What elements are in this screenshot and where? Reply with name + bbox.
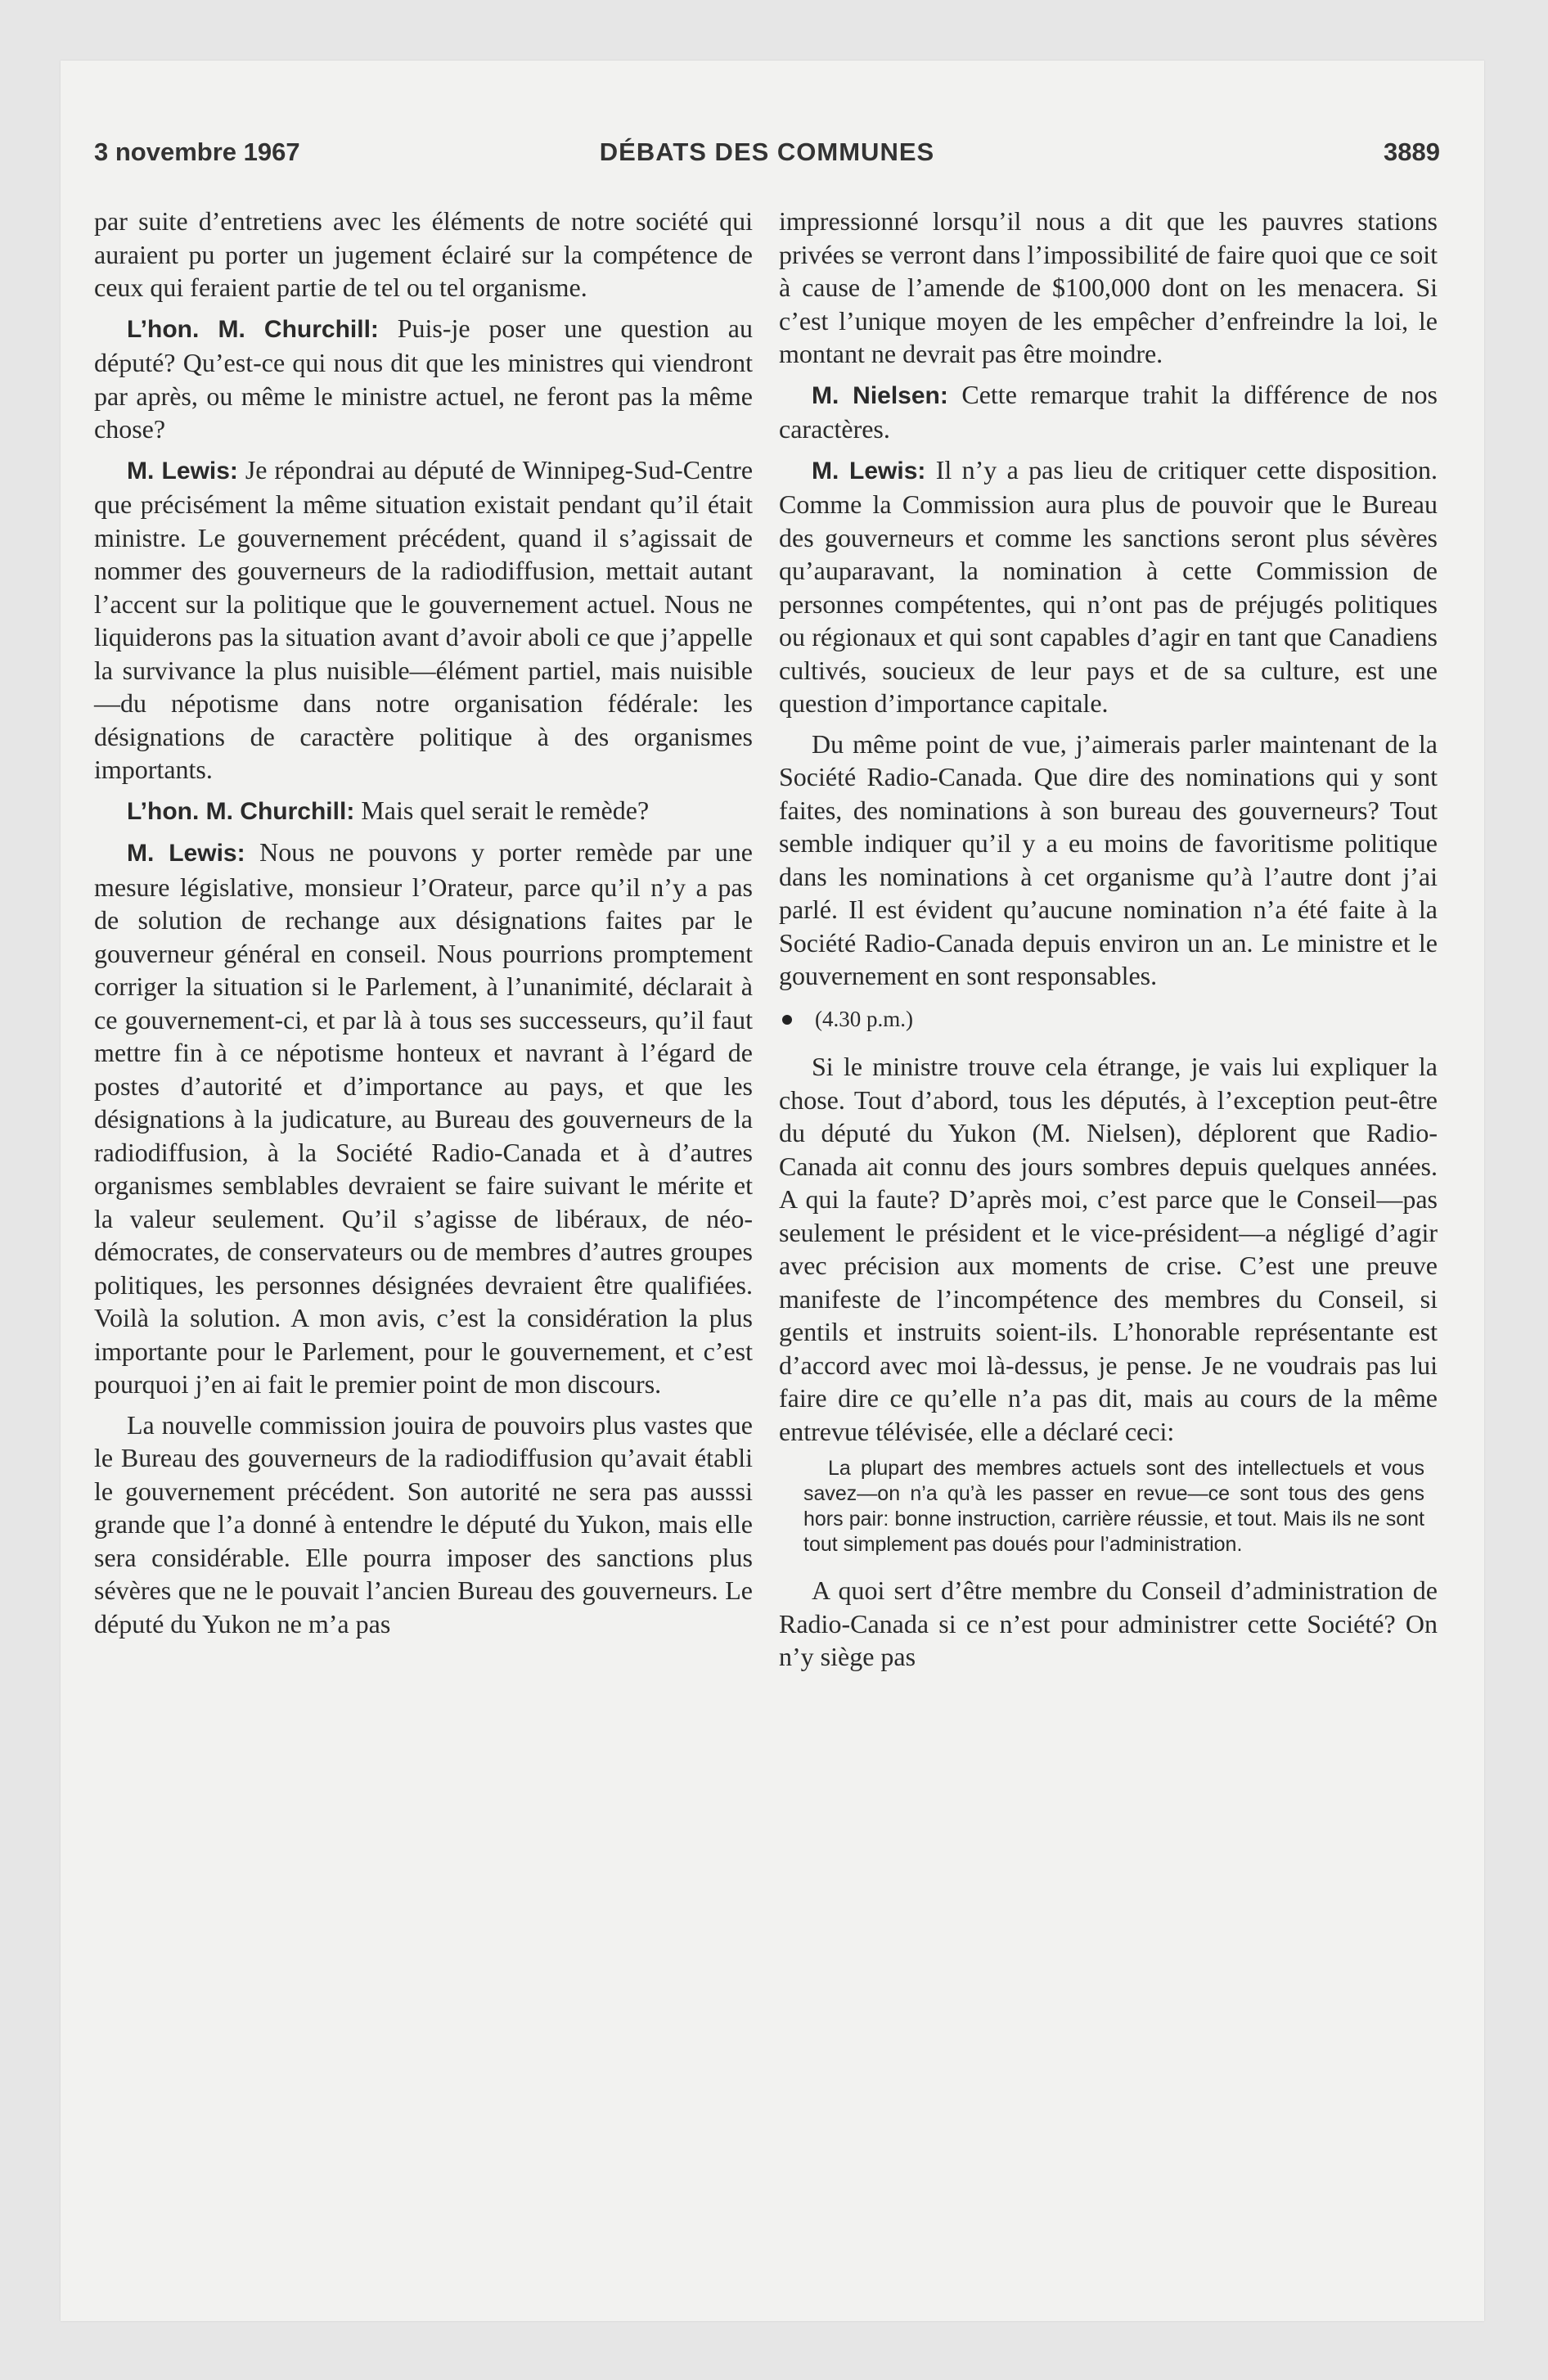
header-date: 3 novembre 1967 (94, 137, 300, 166)
speaker-name: M. Lewis: (812, 457, 926, 485)
paragraph (94, 794, 753, 829)
speaker-name: M. Lewis: (127, 840, 245, 867)
paragraph: Du même point de vue, j’aimerais parler maintenant de la Société Radio-Canada. Que dire des nominations qui y sont faites, des nominations à son bureau des gouverneurs? Tout semble indiquer qu’il y a eu moins de favoritisme politique dans les nominations à cet organisme qu’à l’autre dont j’ai parlé. Il est évident qu’aucune nomination n’a été faite à la Société Radio-Canada depuis environ un an. Le ministre et le gouvernement en sont responsables. (779, 728, 1438, 990)
paragraph (779, 378, 1438, 446)
paragraph: par suite d’entretiens avec les éléments de notre société qui auraient pu porter un jugement éclairé sur la compétence de ceux qui feraient partie de tel ou tel organisme. (94, 206, 753, 302)
speaker-name: M. Nielsen: (812, 381, 948, 409)
page-header (94, 137, 1440, 178)
right-column (779, 205, 1438, 1681)
paragraph: Si le ministre trouve cela étrange, je vais lui expliquer la chose. Tout d’abord, tous les députés, à l’exception peut-être du député du Yukon (M. Nielsen), déplorent que Radio-Canada ait connu des jours sombres depuis quelques années. A qui la faute? D’après moi, c’est parce que le Conseil—pas seulement le président et le vice-président—a négligé d’agir avec précision aux moments de crise. C’est une preuve manifeste de l’incompétence des membres du Conseil, si gentils et instruits soient-ils. L’honorable représentante est d’accord avec moi là-dessus, je pense. Je ne voudrais pas lui faire dire ce qu’elle n’a pas dit, mais au cours de la même entrevue télévisée, elle a déclaré ceci: (779, 1052, 1438, 1446)
speaker-name: M. Lewis: (127, 457, 238, 485)
block-quote: La plupart des membres actuels sont des intellectuels et vous savez—on n’a qu’à les passer en revue—ce sont tous des gens hors pair: bonne instruction, carrière réussie, et tout. Mais ils ne sont tout simplement pas doués pour l’administration. (803, 1457, 1424, 1556)
left-column (94, 205, 753, 1648)
paragraph-text: Nous ne pouvons y porter remède par une mesure législative, monsieur l’Orateur, parce qu’il n’y a pas de solution de rechange aux désignations faites par le gouverneur général en conseil. Nous pourrions promptement corriger la situation si le Parlement, à l’unanimité, déclarait à ce gouvernement-ci, et par là à tous ses successeurs, qu’il faut mettre fin à ce népotisme honteux et navrant à l’égard de postes d’autorité et d’importance au pays, et que les désignations à la judicature, au Bureau des gouverneurs de la radiodiffusion, à la Société Radio-Canada et à d’autres organismes semblables devraient se faire suivant le mérite et la valeur seulement. Qu’il s’agisse de libéraux, de néo-démocrates, de conservateurs ou de membres d’autres groupes politiques, les personnes désignées devraient être qualifiées. Voilà la solution. A mon avis, c’est la considération la plus importante pour le Parlement, pour le gouvernement, et c’est pourquoi j’en ai fait le premier point de mon discours. (94, 837, 754, 1399)
paragraph-text: Je répondrai au député de Winnipeg-Sud-Centre que précisément la même situation existait pendant qu’il était ministre. Le gouvernement précédent, quand il s’agissait de nommer des gouverneurs de la radiodiffusion, mettait autant l’accent sur la politique que le gouvernement actuel. Nous ne liquiderons pas la situation avant d’avoir aboli ce que j’appelle la survivance la plus nuisible—élément partiel, mais nuisible—du népotisme dans notre organisation fédérale: les désignations de caractère politique à des organismes importants. (94, 454, 754, 784)
paragraph-text: Cette remarque trahit la différence de nos caractères. (779, 379, 1438, 444)
speaker-name: L’hon. M. Churchill: (127, 315, 379, 343)
paragraph (94, 453, 753, 787)
bullet-icon (782, 1015, 792, 1025)
paragraph-text: Il n’y a pas lieu de critiquer cette disposition. Comme la Commission aura plus de pouvoir que le Bureau des gouverneurs et comme les sanctions seront plus sévères qu’auparavant, la nomination à cette Commission de personnes compétentes, qui n’ont pas de préjugés politiques ou régionaux et qui sont capables d’agir en tant que Canadiens cultivés, soucieux de leur pays et de sa culture, est une question d’importance capitale. (779, 454, 1438, 718)
header-page-number: 3889 (1384, 137, 1440, 166)
paragraph: A quoi sert d’être membre du Conseil d’administration de Radio-Canada si ce n’est pour administrer cette Société? On n’y siège pas (779, 1575, 1438, 1671)
paragraph (94, 312, 753, 446)
paragraph (94, 836, 753, 1401)
timestamp-marker (779, 1003, 1438, 1036)
speaker-name: L’hon. M. Churchill: (127, 797, 355, 825)
paragraph (779, 453, 1438, 720)
paragraph: impressionné lorsqu’il nous a dit que les pauvres stations privées se verront dans l’impossibilité de faire quoi que ce soit à cause de l’amende de $100,000 dont on les menacera. Si c’est l’unique moyen de les empêcher d’enfreindre la loi, le montant ne devrait pas être moindre. (779, 206, 1438, 368)
paragraph-text: Puis-je poser une question au député? Qu’est-ce qui nous dit que les ministres qui viendront par après, ou même le ministre actuel, ne feront pas la même chose? (94, 313, 754, 444)
paragraph-text: Mais quel serait le remède? (361, 795, 650, 825)
paragraph: La nouvelle commission jouira de pouvoirs plus vastes que le Bureau des gouverneurs de la radiodiffusion qu’avait établi le gouvernement précédent. Son autorité ne sera pas ausssi grande que l’a donné à entendre le député du Yukon, mais elle sera considérable. Elle pourra imposer des sanctions plus sévères que ne le pouvait l’ancien Bureau des gouverneurs. Le député du Yukon ne m’a pas (94, 1409, 753, 1639)
header-title: DÉBATS DES COMMUNES (599, 137, 935, 166)
timestamp-text: (4.30 p.m.) (815, 1006, 913, 1031)
